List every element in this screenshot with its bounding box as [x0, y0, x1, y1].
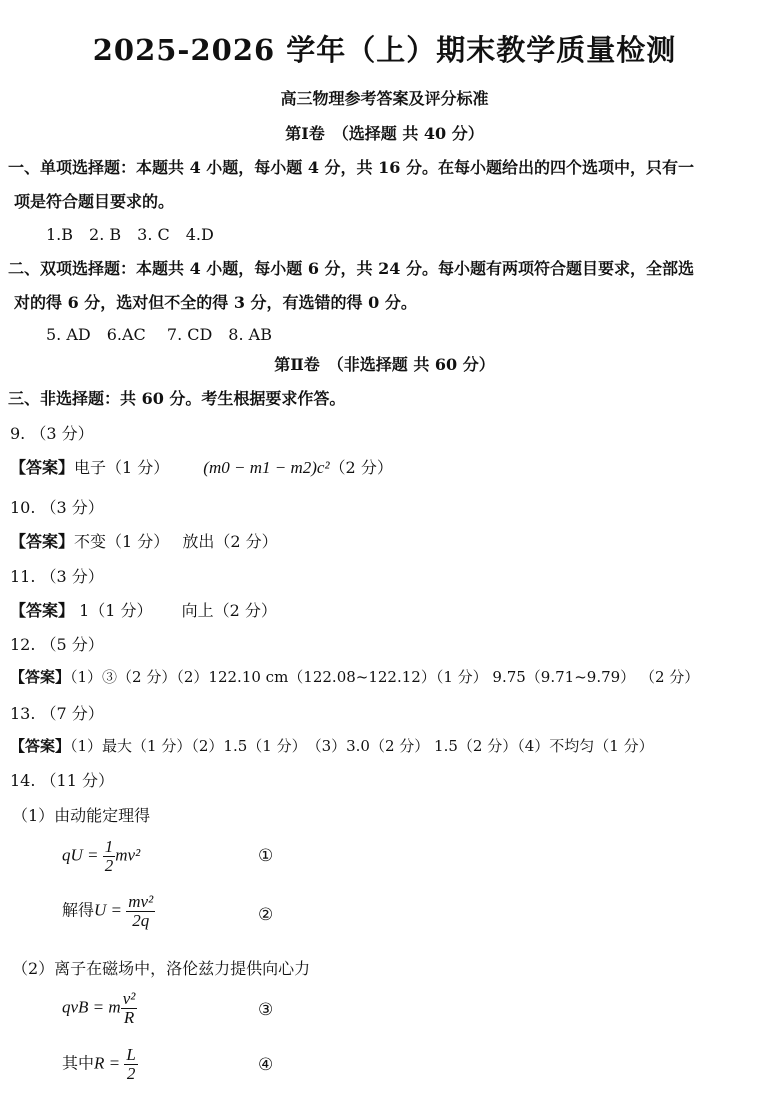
- q11-answer-text: 1（1 分） 向上（2 分）: [74, 601, 277, 620]
- q13-answer-text: （1）最大（1 分）（2）1.5（1 分） （3）3.0（2 分） 1.5（2 分）（4）不均匀（1 分）: [70, 737, 654, 755]
- eq2-lhs: U =: [94, 900, 127, 920]
- answer-tag: 【答案】: [10, 601, 75, 620]
- part1-heading: 第Ⅰ卷 （选择题 共 40 分）: [285, 124, 484, 143]
- answer-tag: 【答案】: [10, 668, 71, 686]
- q14-equation-3: [62, 990, 137, 1027]
- equation-marker-4: ④: [258, 1055, 274, 1075]
- q13-heading: 13. （7 分）: [10, 704, 104, 723]
- eq3-lhs: qvB = m: [62, 997, 121, 1017]
- section2-answers: 5. AD 6.AC 7. CD 8. AB: [46, 325, 272, 344]
- section1-line1: 一、单项选择题：本题共 4 小题，每小题 4 分，共 16 分。在每小题给出的四个选项中，只有一: [8, 158, 694, 177]
- q10-answer-text: 不变（1 分） 放出（2 分）: [74, 532, 278, 551]
- eq2-fraction: $\frac{\text{mv²}}{2q}$: [128, 892, 154, 930]
- eq1-rhs: mv²: [115, 845, 141, 865]
- equation-marker-2: ②: [258, 905, 274, 925]
- q14-equation-4: [62, 1046, 138, 1083]
- equation-marker-1: ①: [258, 846, 274, 866]
- eq3-fraction: $\frac{\text{v²}}{R}$: [122, 989, 136, 1027]
- part2-heading: 第Ⅱ卷 （非选择题 共 60 分）: [274, 355, 495, 374]
- q9-formula: (m0 − m1 − m2)c²: [203, 458, 330, 477]
- q12-heading: 12. （5 分）: [10, 635, 104, 654]
- q12-answer-text: （1）③（2 分）（2）122.10 cm（122.08~122.12）（1 分） 9.75（9.71~9.79） （2 分）: [70, 668, 700, 686]
- eq4-fraction: $\frac{L}{2}$: [126, 1045, 136, 1083]
- q11-answer: [10, 598, 277, 621]
- equation-marker-3: ③: [258, 1000, 274, 1020]
- q14-heading: 14. （11 分）: [10, 771, 114, 790]
- q13-answer: [10, 735, 654, 756]
- eq1-lhs: qU =: [62, 845, 103, 865]
- q14-part1-text: （1）由动能定理得: [12, 806, 151, 825]
- section2-line2: 对的得 6 分，选对但不全的得 3 分，有选错的得 0 分。: [14, 293, 417, 312]
- section3-line1: 三、非选择题：共 60 分。考生根据要求作答。: [8, 389, 346, 408]
- section1-answers: 1.B 2. B 3. C 4.D: [46, 225, 214, 244]
- eq1-fraction: $\frac{1}{2}$: [104, 837, 114, 875]
- q10-heading: 10. （3 分）: [10, 498, 104, 517]
- q11-heading: 11. （3 分）: [10, 567, 104, 586]
- q9-heading: 9. （3 分）: [10, 424, 94, 443]
- q14-equation-1: [62, 838, 140, 875]
- q10-answer: [10, 529, 278, 552]
- q14-part2-text: （2）离子在磁场中，洛伦兹力提供向心力: [12, 959, 311, 978]
- eq4-lhs: R =: [94, 1053, 125, 1073]
- answer-tag: 【答案】: [10, 737, 71, 755]
- eq2-prefix: 解得: [62, 900, 95, 920]
- q9-score: （2 分）: [329, 458, 393, 477]
- page-subtitle: 高三物理参考答案及评分标准: [280, 89, 489, 108]
- answer-tag: 【答案】: [10, 532, 75, 551]
- section1-line2: 项是符合题目要求的。: [14, 192, 175, 211]
- q12-answer: [10, 666, 699, 687]
- q14-equation-2: [62, 893, 155, 930]
- q9-answer: [10, 455, 393, 478]
- eq4-prefix: 其中: [62, 1053, 95, 1073]
- section2-line1: 二、双项选择题：本题共 4 小题，每小题 6 分，共 24 分。每小题有两项符合题目要求，全部选: [8, 259, 694, 278]
- page-title: 2025-2026 学年（上）期末教学质量检测: [92, 33, 677, 67]
- q9-answer-1: 电子（1 分）: [74, 458, 170, 477]
- answer-tag: 【答案】: [10, 458, 75, 477]
